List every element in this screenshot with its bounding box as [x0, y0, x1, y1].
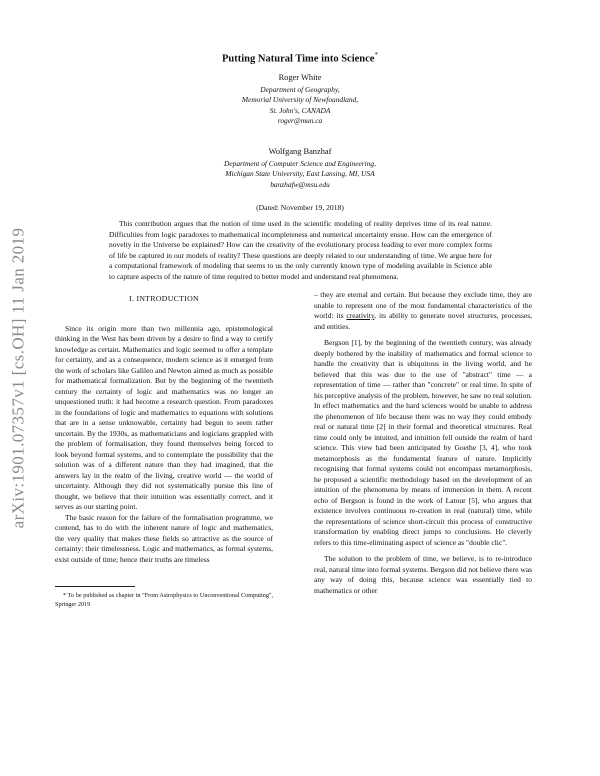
author-name-1: Roger White [278, 73, 322, 82]
author-email[interactable]: roger@mun.ca [277, 116, 323, 126]
affiliation-line: Memorial University of Newfoundland, [241, 95, 359, 105]
paper-title [90, 51, 510, 65]
affiliation-line: Department of Computer Science and Engineering, [224, 159, 376, 168]
right-column [314, 290, 532, 596]
author-affiliation-1 [80, 85, 520, 127]
emphasis-creativity: creativity [346, 311, 375, 320]
body-paragraph: Bergson [1], by the beginning of the twentieth century, was already deeply bothered by the inability of mathematics and formal science to handle the creativity that is ubiquitous in the living world, and he believed that this was due to the use of "abstract" time — a representation of time — rather than "concrete" or real time. In spite of his perceptive analysis of the problem, however, he saw no real solution. In effect mathematics and the hard sciences would be unable to address the phenomenon of life because there was no way they could embody real or natural time [2] in their formal and theoretical structures. Real time could only be intuited, and intuition fell outside the realm of hard science. This view had been anticipated by Goethe [3, 4], who took metamorphosis as the fundamental feature of nature. Implicitly recognising that formal systems could not encompass metamorphosis, he proposed a scientific methodology based on the development of an intuition of the phenomena by means of immersion in them. A recent echo of Bergson is found in the work of Latour [5], who argues that existence involves continuous re-creation in real (natural) time, while the representations of science short-circuit this process of constructive transformation by enabling direct jumps to conclusions. He cleverly refers to this time-eliminating aspect of science as "double clic". [314, 338, 532, 547]
title-footnote-mark: * [374, 51, 378, 59]
section-heading: I. INTRODUCTION [129, 294, 199, 303]
arxiv-stamp [1, 188, 35, 568]
affiliation-line: Department of Geography, [260, 85, 340, 94]
left-column [55, 294, 273, 609]
dated-line: (Dated: November 19, 2018) [256, 203, 344, 212]
author-name-2: Wolfgang Banzhaf [268, 147, 332, 156]
paragraph-text: – they are eternal and certain. But because they exclude time, they are unable to represent one of the most fundamental characteristics of the world: its [314, 290, 532, 320]
footnote: * To be published as chapter in "From Astrophysics to Unconventional Computing", Springer 2019 [55, 592, 273, 608]
abstract: This contribution argues that the notion of time used in the scientific modeling of reality deprives time of its real nature. Difficulties from logic paradoxes to mathematical incompleteness and numerical uncertainty ensue. How can the emergence of novelty in the Universe be explained? How can the creativity of the evolutionary process leading to ever more complex forms of life be captured in our models of reality? These questions are deeply related to our understanding of time. We argue here for a computational framework of modeling that seems to us the only currently known type of modeling available in Science able to capture aspects of the nature of time required to better model and understand real phenomena. [109, 219, 492, 281]
body-paragraph: The solution to the problem of time, we believe, is to re-introduce real, natural time into formal systems. Bergson did not believe there was any way of doing this, because science was essentially tied to mathematics or other [314, 554, 532, 595]
author-email[interactable]: banzhafw@msu.edu [270, 179, 330, 189]
body-paragraph [314, 290, 532, 332]
footnote-rule [55, 586, 135, 587]
title-text: Putting Natural Time into Science [222, 53, 375, 65]
affiliation-line: St. John's, CANADA [269, 105, 331, 115]
affiliation-line: Michigan State University, East Lansing, MI, USA [225, 169, 375, 179]
arxiv-id-text[interactable]: arXiv:1901.07357v1 [cs.OH] 11 Jan 2019 [8, 227, 28, 529]
paragraph-text: , its ability to generate novel structures, processes, and entities. [314, 311, 532, 331]
author-affiliation-2 [80, 159, 520, 190]
body-paragraph: The basic reason for the failure of the formalisation programme, we contend, has to do with the inherent nature of logic and mathematics, the very quality that makes these fields so attractive as the source of certainty: their timelessness. Logic and mathematics, as formal systems, exist outside of time; hence their truths are timeless [55, 512, 273, 564]
body-paragraph: Since its origin more than two millennia ago, epistemological thinking in the West has been driven by a desire to find a way to certify knowledge as certain. Mathematics and logic seemed to offer a template for certainty, and as a consequence, modern science as it emerged from the work of scholars like Galileo and Newton aimed as much as possible for mathematical formalization. But by the beginning of the twentieth century the certainty of logic and mathematics was no longer an unquestioned truth: it had become a research question. From paradoxes in the foundations of logic and mathematics to equations with solutions that are in a sense unknowable, certainty had begun to seem rather uncertain. By the 1930s, as mathematicians and logicians grappled with the problem of formalisation, they found themselves being forced to look beyond formal systems, and to contemplate the possibility that the solution was of a different nature than they had imagined, that the answers lay in the realm of the living, creative world — the world of uncertainty. Although they did not systematically pursue this line of thought, we believe that their intuition was essentially correct, and it serves as our starting point. [55, 323, 273, 511]
